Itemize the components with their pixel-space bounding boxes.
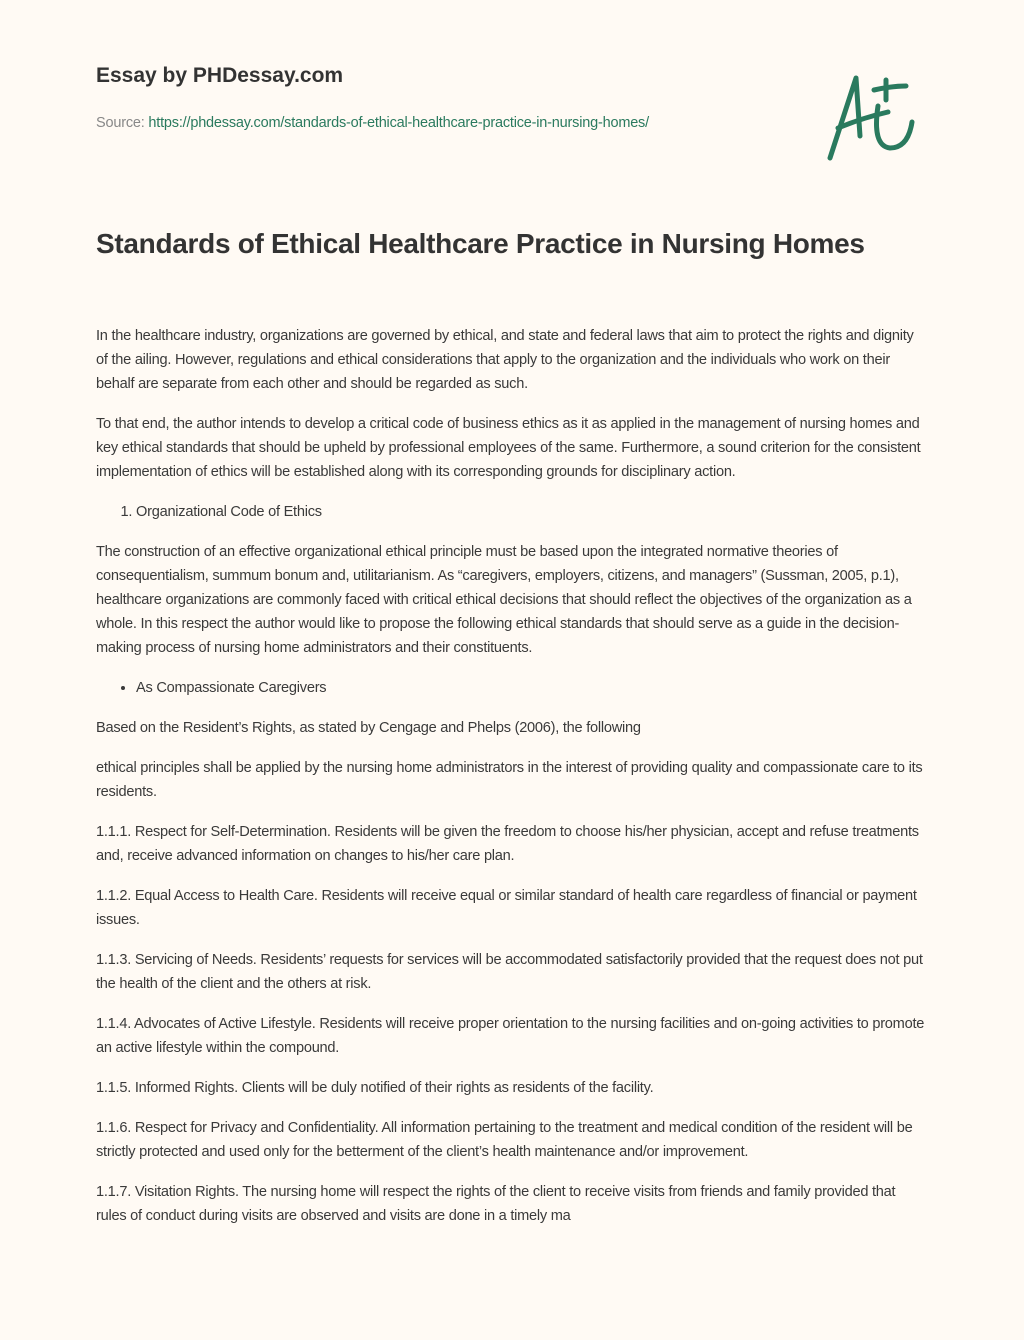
source-label: Source:: [96, 115, 149, 131]
paragraph: 1.1.7. Visitation Rights. The nursing home will respect the rights of the client to receive visits from friends and family provided that rules of conduct during visits are observed and visits are done in a timely ma: [96, 1184, 896, 1224]
site-brand: Essay by PHDessay.com: [96, 64, 344, 87]
paragraph: 1.1.5. Informed Rights. Clients will be duly notified of their rights as residents of the facility.: [96, 1080, 654, 1096]
list-item: • As Compassionate Caregivers: [136, 676, 928, 700]
paragraph: To that end, the author intends to develop a critical code of business ethics as it as applied in the management of nursing homes and key ethical standards that should be upheld by professional employees of the same. Furthermore, a sound criterion for the consistent implementation of ethics will be established along with its corresponding grounds for disciplinary action.: [96, 416, 921, 480]
paragraph: In the healthcare industry, organizations are governed by ethical, and state and federal laws that aim to protect the rights and dignity of the ailing. However, regulations and ethical considerations that apply to the organization and the individuals who work on their behalf are separate from each other and should be regarded as such.: [96, 328, 914, 392]
paragraph: Based on the Resident’s Rights, as stated by Cengage and Phelps (2006), the following: [96, 720, 641, 736]
paragraph: 1.1.6. Respect for Privacy and Confidentiality. All information pertaining to the treatment and medical condition of the resident will be strictly protected and used only for the betterment of the client’s health maintenance and/or improvement.: [96, 1120, 913, 1160]
bullet-list: [96, 676, 928, 700]
paragraph: 1.1.1. Respect for Self-Determination. Residents will be given the freedom to choose his/her physician, accept and refuse treatments and, receive advanced information on changes to his/her care plan.: [96, 824, 919, 864]
paragraph: 1.1.4. Advocates of Active Lifestyle. Residents will receive proper orientation to the nursing facilities and on-going activities to promote an active lifestyle within the compound.: [96, 1016, 925, 1056]
essay-body: [96, 324, 928, 1244]
paragraph: ethical principles shall be applied by the nursing home administrators in the interest of providing quality and compassionate care to its residents.: [96, 760, 923, 800]
paragraph: 1.1.3. Servicing of Needs. Residents’ requests for services will be accommodated satisfactorily provided that the request does not put the health of the client and the others at risk.: [96, 952, 923, 992]
essay-title: Standards of Ethical Healthcare Practice in Nursing Homes: [96, 228, 865, 259]
numbered-list: [96, 500, 928, 524]
list-item: 1. Organizational Code of Ethics: [136, 500, 928, 524]
source-link[interactable]: https://phdessay.com/standards-of-ethical-healthcare-practice-in-nursing-homes/: [148, 115, 649, 131]
paragraph: 1.1.2. Equal Access to Health Care. Residents will receive equal or similar standard of health care regardless of financial or payment issues.: [96, 888, 917, 928]
source-line: [96, 111, 736, 135]
a-plus-logo-icon: [822, 66, 926, 166]
paragraph: The construction of an effective organizational ethical principle must be based upon the integrated normative theories of consequentialism, summum bonum and, utilitarianism. As “caregivers, employers, citizens, and managers” (Sussman, 2005, p.1), healthcare organizations are commonly faced with critical ethical decisions that should reflect the objectives of the organization as a whole. In this respect the author would like to propose the following ethical standards that should serve as a guide in the decision-making process of nursing home administrators and their constituents.: [96, 544, 912, 656]
